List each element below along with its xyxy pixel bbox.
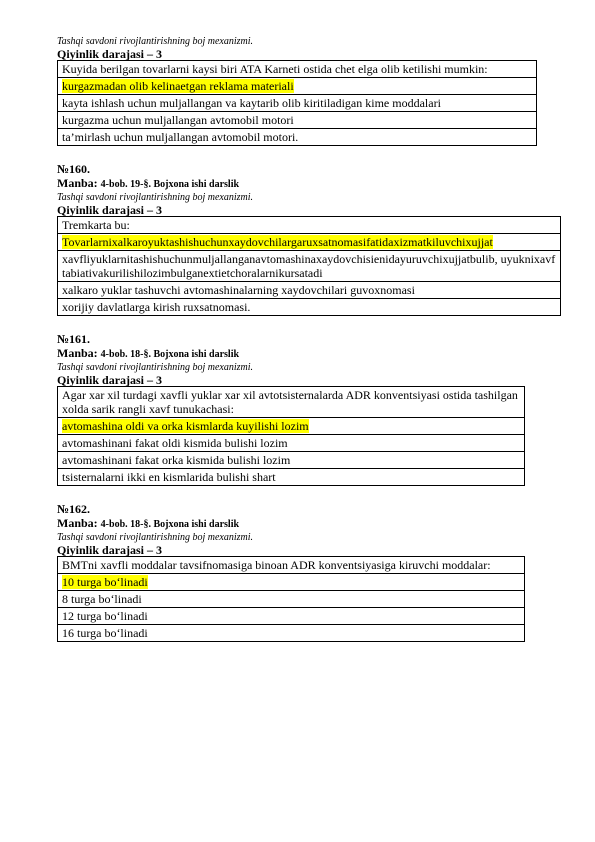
question-number: №160. xyxy=(57,162,91,176)
answer-row: 16 turga bo‘linadi xyxy=(58,625,525,642)
question-number: №162. xyxy=(57,502,91,516)
question-table xyxy=(57,60,537,146)
document-page xyxy=(57,36,561,642)
answer-row xyxy=(58,574,525,591)
answer-row: kurgazma uchun muljallangan avtomobil motori xyxy=(58,112,537,129)
answer-row: avtomashinani fakat orka kismida bulishi lozim xyxy=(58,452,525,469)
question-table xyxy=(57,216,561,316)
answer-row: tsisternalarni ikki en kismlarida bulishi shart xyxy=(58,469,525,486)
question-162 xyxy=(57,502,561,642)
correct-answer: avtomashina oldi va orka kismlarda kuyilishi lozim xyxy=(62,419,309,433)
source-text: 4-bob. 19-§. Bojxona ishi darslik xyxy=(100,179,240,190)
topic-subtitle: Tashqi savdoni rivojlantirishning boj mexanizmi. xyxy=(57,192,254,203)
source-line xyxy=(57,346,561,362)
answer-row: 8 turga bo‘linadi xyxy=(58,591,525,608)
topic-subtitle: Tashqi savdoni rivojlantirishning boj mexanizmi. xyxy=(57,36,254,47)
answer-row: xavfliyuklarnitashishuchunmuljallanganavtomashinaxaydovchisienidayuruvchixujjatbulib, uyuknixavftabiativakurilishilozimbulganextietchoralarnikursatadi xyxy=(58,251,561,282)
correct-answer: Tovarlarnixalkaroyuktashishuchunxaydovchilargaruxsatnomasifatidaxizmatkiluvchixujjat xyxy=(62,235,493,249)
spacer xyxy=(57,146,561,162)
answer-row: ta’mirlash uchun muljallangan avtomobil motori. xyxy=(58,129,537,146)
question-table xyxy=(57,556,525,642)
difficulty-level: Qiyinlik darajasi – 3 xyxy=(57,203,163,217)
source-text: 4-bob. 18-§. Bojxona ishi darslik xyxy=(100,519,240,530)
question-number: №161. xyxy=(57,332,91,346)
answer-row: 12 turga bo‘linadi xyxy=(58,608,525,625)
spacer xyxy=(57,316,561,332)
source-line xyxy=(57,516,561,532)
answer-row xyxy=(58,78,537,95)
question-text: Agar xar xil turdagi xavfli yuklar xar xil avtotsisternalarda ADR konventsiyasi ostida tashilgan xolda sarik rangli xavf tunukachasi: xyxy=(58,387,525,418)
difficulty-level: Qiyinlik darajasi – 3 xyxy=(57,47,163,61)
source-text: 4-bob. 18-§. Bojxona ishi darslik xyxy=(100,349,240,360)
answer-row xyxy=(58,418,525,435)
difficulty-level: Qiyinlik darajasi – 3 xyxy=(57,373,163,387)
question-table xyxy=(57,386,525,486)
answer-row xyxy=(58,234,561,251)
question-160 xyxy=(57,162,561,316)
correct-answer: kurgazmadan olib kelinaetgan reklama materiali xyxy=(62,79,294,93)
spacer xyxy=(57,486,561,502)
question-text: Tremkarta bu: xyxy=(58,217,561,234)
answer-row: xalkaro yuklar tashuvchi avtomashinalarning xaydovchilari guvoxnomasi xyxy=(58,282,561,299)
difficulty-level: Qiyinlik darajasi – 3 xyxy=(57,543,163,557)
question-text: Kuyida berilgan tovarlarni kaysi biri ATA Karneti ostida chet elga olib ketilishi mumkin: xyxy=(58,61,537,78)
answer-row: xorijiy davlatlarga kirish ruxsatnomasi. xyxy=(58,299,561,316)
question-text: BMTni xavfli moddalar tavsifnomasiga binoan ADR konventsiyasiga kiruvchi moddalar: xyxy=(58,557,525,574)
topic-subtitle: Tashqi savdoni rivojlantirishning boj mexanizmi. xyxy=(57,532,254,543)
topic-subtitle: Tashqi savdoni rivojlantirishning boj mexanizmi. xyxy=(57,362,254,373)
answer-row: avtomashinani fakat oldi kismida bulishi lozim xyxy=(58,435,525,452)
source-line xyxy=(57,176,561,192)
source-label: Manba: xyxy=(57,516,98,530)
correct-answer: 10 turga bo‘linadi xyxy=(62,575,148,589)
answer-row: kayta ishlash uchun muljallangan va kaytarib olib kiritiladigan kime moddalari xyxy=(58,95,537,112)
question-161 xyxy=(57,332,561,486)
source-label: Manba: xyxy=(57,346,98,360)
question-159 xyxy=(57,36,561,146)
source-label: Manba: xyxy=(57,176,98,190)
